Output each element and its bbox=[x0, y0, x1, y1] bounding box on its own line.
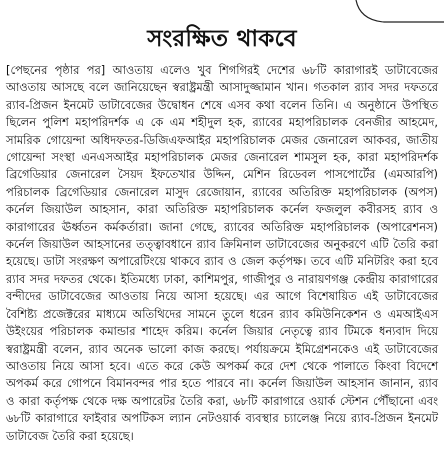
article-body-text: আওতায় এলেও খুব শিগগিরই দেশের ৬৮টি কারাগারই ডাটাবেজের আওতায় আসছে বলে জানিয়েছেন স্বরাষ্ট্রমন্ত্রী আসাদুজ্জামান খান। গতকাল র‌্যাব সদর দফতরে র‌্যাব-প্রিজন ইনমেট ডাটাবেজের উদ্বোধন শেষে এসব কথা বলেন তিনি। এ অনুষ্ঠানে উপস্থিত ছিলেন পুলিশ মহাপরিদর্শক এ কে এম শহীদুল হক, র‌্যাবের মহাপরিচালক বেনজীর আহমেদ, সামরিক গোয়েন্দা অধিদফতর-ডিজিএফআইর মহাপরিচালক মেজর জেনারেল আকবর, জাতীয় গোয়েন্দা সংস্থা এনএসআইর মহাপরিচালক মেজর জেনারেল শামসুল হক, কারা মহাপরিদর্শক ব্রিগেডিয়ার জেনারেল সৈয়দ ইফতেখার উদ্দিন, মেশিন রিডেবল পাসপোর্টের (এমআরপি) পরিচালক ব্রিগেডিয়ার জেনারেল মাসুদ রেজোয়ান, র‌্যাবের অতিরিক্ত মহাপরিচালক (অপস) কর্নেল জিয়াউল আহসান, কারা অতিরিক্ত মহাপরিচালক কর্নেল ফজলুল কবীরসহ র‌্যাব ও কারাগারের ঊর্ধ্বতন কর্মকর্তারা। জানা গেছে, র‌্যাবের অতিরিক্ত মহাপরিচালক (অপারেশনস) কর্নেল জিয়াউল আহসানের তত্ত্বাবধানে র‌্যাব ক্রিমিনাল ডাটাবেজের অনুকরণে এটি তৈরি করা হয়েছে। ডাটা সংরক্ষণ অপারেটিংয়ে থাকবে র‌্যাব ও জেল কর্তৃপক্ষ। তবে এটি মনিটরিং করা হবে র‌্যাব সদর দফতর থেকে। ইতিমধ্যে ঢাকা, কাশিমপুর, গাজীপুর ও নারায়ণগঞ্জ কেন্দ্রীয় কারাগারের বন্দীদের ডাটাবেজের আওতায় নিয়ে আসা হয়েছে। এর আগে বিশেষায়িত এই ডাটাবেজের বৈশিষ্ট্য প্রজেক্টরের মাধ্যমে অতিথিদের সামনে তুলে ধরেন র‌্যাব কমিউনিকেশন ও এমআইএস উইংয়ের পরিচালক কমান্ডার শাহেদ করিম। কর্নেল জিয়ার নেতৃত্বে র‌্যাব টিমকে ধন্যবাদ দিয়ে স্বরাষ্ট্রমন্ত্রী বলেন, র‌্যাব অনেক ভালো কাজ করছে। পর্যায়ক্রমে ইমিগ্রেশনকেও এই ডাটাবেজের আওতায় নিয়ে আসা হবে। এতে করে কেউ অপকর্ম করে দেশ থেকে পালাতে কিংবা বিদেশে অপকর্ম করে গোপনে বিমানবন্দর পার হতে পারবে না। কর্নেল জিয়াউল আহসান জানান, র‌্যাব ও কারা কর্তৃপক্ষ থেকে দক্ষ অপারেটর তৈরি করা, ৬৮টি কারাগারে ওয়ার্ক স্টেশন পৌঁছানো এবং ৬৮টি কারাগারে ফাইবার অপটিকস ল্যান নেটওয়ার্ক ব্যবস্থার চ্যালেঞ্জ নিয়ে র‌্যাব-প্রিজন ইনমেট ডাটাবেজ তৈরি করা হয়েছে। bbox=[6, 63, 438, 443]
continuation-label: [পেছনের পৃষ্ঠার পর] bbox=[6, 63, 106, 77]
article-headline: সংরক্ষিত থাকবে bbox=[147, 25, 297, 52]
article-body-column bbox=[6, 62, 438, 445]
